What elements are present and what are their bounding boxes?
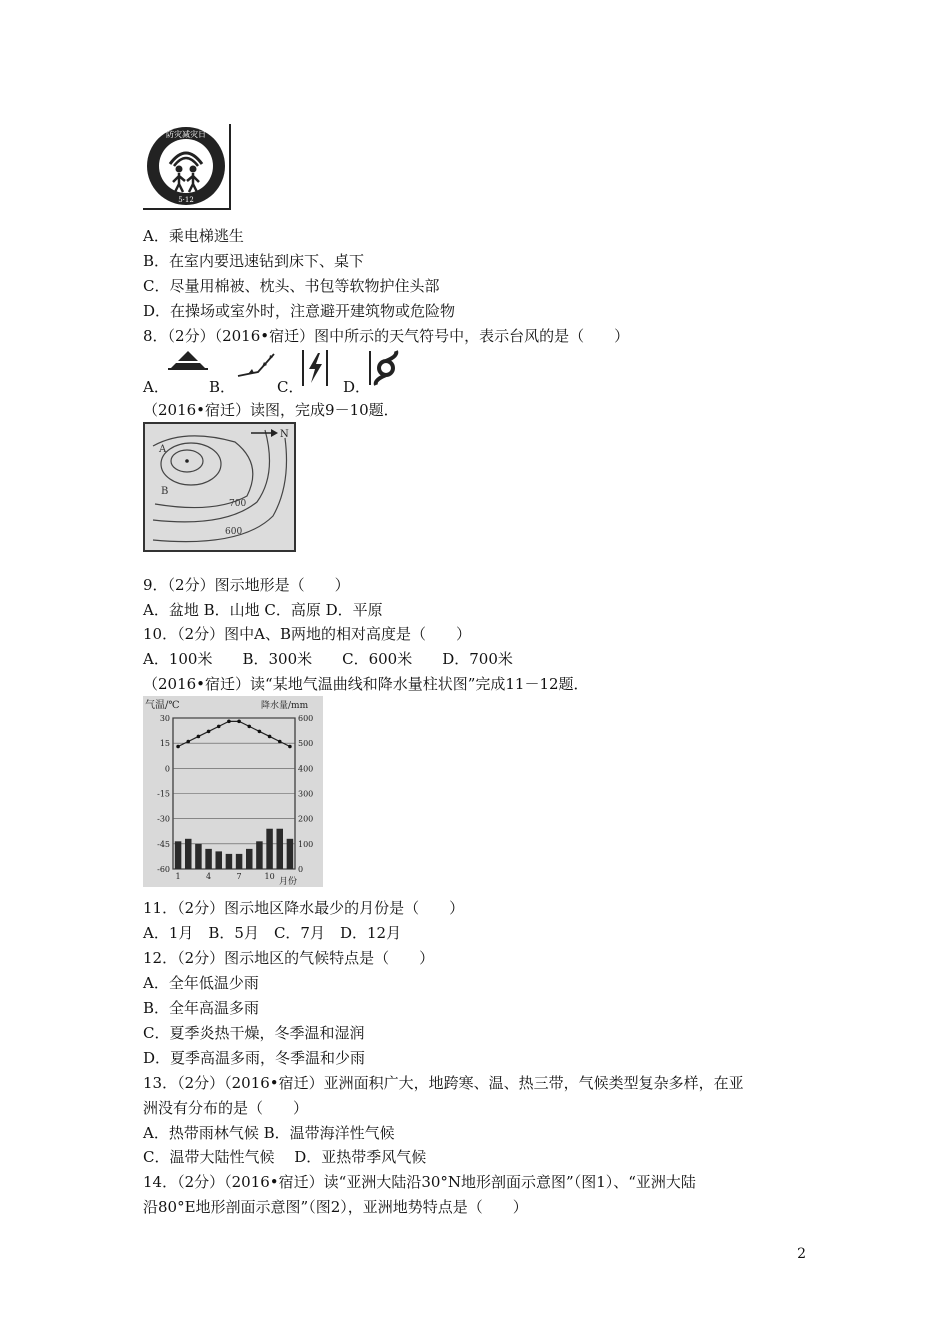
chart-ylabel-right: 降水量/mm bbox=[261, 701, 309, 711]
precipitation-bar bbox=[205, 849, 212, 869]
chart-left-tick-label: -15 bbox=[157, 789, 170, 799]
chart-x-tick-label: 1 bbox=[175, 872, 181, 881]
q7-option-a: A．乘电梯逃生 bbox=[143, 227, 244, 245]
q14-stem-line1: 14．（2分）（2016•宿迁）读“亚洲大陆沿30°N地形剖面示意图”（图1）、“亚洲大陆 bbox=[143, 1173, 696, 1191]
temperature-point bbox=[217, 725, 221, 729]
chart-x-tick-label: 4 bbox=[206, 872, 212, 881]
q8-stem: 8．（2分）（2016•宿迁）图中所示的天气符号中，表示台风的是（ ） bbox=[143, 327, 630, 345]
temperature-line bbox=[178, 721, 290, 746]
climate-chart bbox=[143, 696, 323, 887]
chart-left-tick-label: 15 bbox=[159, 739, 170, 749]
temperature-point bbox=[227, 720, 231, 724]
chart-right-tick-label: 100 bbox=[298, 839, 314, 849]
disaster-prevention-day-badge bbox=[143, 124, 231, 210]
temperature-point bbox=[237, 720, 241, 724]
chart-left-tick-label: -30 bbox=[157, 814, 170, 824]
chart-left-tick-label: 0 bbox=[164, 764, 170, 774]
contour-label-a: A bbox=[159, 444, 167, 455]
q12-option-d: D．夏季高温多雨，冬季温和少雨 bbox=[143, 1049, 366, 1067]
chart-right-tick-label: 300 bbox=[298, 789, 314, 799]
contour-map-figure bbox=[145, 424, 294, 550]
temperature-point bbox=[176, 745, 180, 749]
temperature-point bbox=[197, 735, 201, 739]
chart-right-tick-label: 400 bbox=[298, 764, 314, 774]
q13-stem-line1: 13．（2分）（2016•宿迁）亚洲面积广大，地跨寒、温、热三带，气候类型复杂多样，在亚 bbox=[143, 1074, 744, 1092]
precipitation-bar bbox=[215, 851, 222, 869]
q10-stem: 10．（2分）图中A、B两地的相对高度是（ ） bbox=[143, 625, 471, 643]
q11-stem: 11．（2分）图示地区降水最少的月份是（ ） bbox=[143, 899, 465, 917]
page-number: 2 bbox=[797, 1246, 806, 1262]
q11-options: A．1月 B．5月 C．7月 D．12月 bbox=[143, 924, 402, 942]
temperature-point bbox=[186, 740, 190, 744]
precipitation-bar bbox=[185, 839, 192, 869]
climate-chart-svg bbox=[143, 696, 323, 887]
q9-options: A．盆地 B．山地 C．高原 D．平原 bbox=[143, 601, 383, 619]
precipitation-bar bbox=[287, 839, 294, 869]
temperature-point bbox=[258, 730, 262, 734]
q12-stem: 12．（2分）图示地区的气候特点是（ ） bbox=[143, 949, 435, 967]
q12-option-c: C．夏季炎热干燥，冬季温和湿润 bbox=[143, 1024, 365, 1042]
sandstorm-icon bbox=[168, 349, 208, 371]
badge-bottom-text: 5·12 bbox=[178, 196, 194, 204]
q9-stem: 9．（2分）图示地形是（ ） bbox=[143, 576, 350, 594]
chart-right-tick-label: 200 bbox=[298, 814, 314, 824]
q10-options: A．100米 B．300米 C．600米 D．700米 bbox=[143, 650, 513, 668]
contour-label-b: B bbox=[161, 486, 169, 497]
intro-q9-10: （2016•宿迁）读图，完成9－10题． bbox=[143, 401, 399, 419]
north-label: N bbox=[280, 429, 289, 440]
q8-label-a: A． bbox=[143, 378, 169, 396]
temperature-point bbox=[278, 740, 282, 744]
q7-option-d: D．在操场或室外时，注意避开建筑物或危险物 bbox=[143, 302, 456, 320]
q8-label-c: C． bbox=[277, 378, 304, 396]
chart-xlabel: 月份 bbox=[279, 877, 298, 887]
chart-x-tick-label: 10 bbox=[264, 872, 275, 881]
temperature-point bbox=[288, 745, 292, 749]
precipitation-bar bbox=[226, 854, 233, 869]
q12-option-a: A．全年低温少雨 bbox=[143, 974, 259, 992]
q12-option-b: B．全年高温多雨 bbox=[143, 999, 260, 1017]
contour-label-600: 600 bbox=[225, 527, 243, 537]
badge-top-text: 防灾减灾日 bbox=[166, 130, 206, 139]
q13-stem-line2: 洲没有分布的是（ ） bbox=[143, 1099, 309, 1117]
chart-left-tick-label: -45 bbox=[157, 839, 170, 849]
contour-label-700: 700 bbox=[229, 499, 247, 509]
contour-map bbox=[143, 422, 296, 552]
q8-label-b: B． bbox=[209, 378, 236, 396]
intro-q11-12: （2016•宿迁）读“某地气温曲线和降水量柱状图”完成11－12题． bbox=[143, 675, 589, 693]
q7-option-b: B．在室内要迅速钻到床下、桌下 bbox=[143, 252, 365, 270]
chart-right-tick-label: 600 bbox=[298, 714, 314, 723]
q13-options-line1: A．热带雨林气候 B．温带海洋性气候 bbox=[143, 1124, 395, 1142]
precipitation-bar bbox=[266, 829, 273, 869]
chart-left-tick-label: 30 bbox=[159, 714, 170, 723]
chart-x-tick-label: 7 bbox=[236, 872, 242, 881]
precipitation-bar bbox=[195, 844, 202, 869]
precipitation-bar bbox=[175, 841, 182, 869]
chart-left-tick-label: -60 bbox=[157, 865, 170, 874]
q13-options-line2: C．温带大陆性气候 D．亚热带季风气候 bbox=[143, 1148, 427, 1166]
q8-label-d: D． bbox=[343, 378, 371, 396]
q14-stem-line2: 沿80°E地形剖面示意图”（图2），亚洲地势特点是（ ） bbox=[143, 1198, 528, 1216]
chart-ylabel-left: 气温/℃ bbox=[145, 700, 180, 711]
q7-option-c: C．尽量用棉被、枕头、书包等软物护住头部 bbox=[143, 277, 440, 295]
precipitation-bar bbox=[246, 849, 253, 869]
typhoon-icon bbox=[368, 350, 402, 386]
cold-front-icon bbox=[236, 352, 278, 378]
precipitation-bar bbox=[276, 829, 283, 869]
badge-logo-icon bbox=[143, 124, 229, 208]
precipitation-bar bbox=[236, 854, 243, 869]
chart-right-tick-label: 0 bbox=[298, 865, 304, 874]
temperature-point bbox=[268, 735, 272, 739]
lightning-icon bbox=[300, 349, 330, 387]
temperature-point bbox=[207, 730, 211, 734]
chart-right-tick-label: 500 bbox=[298, 739, 314, 749]
precipitation-bar bbox=[256, 841, 263, 869]
temperature-point bbox=[247, 725, 251, 729]
